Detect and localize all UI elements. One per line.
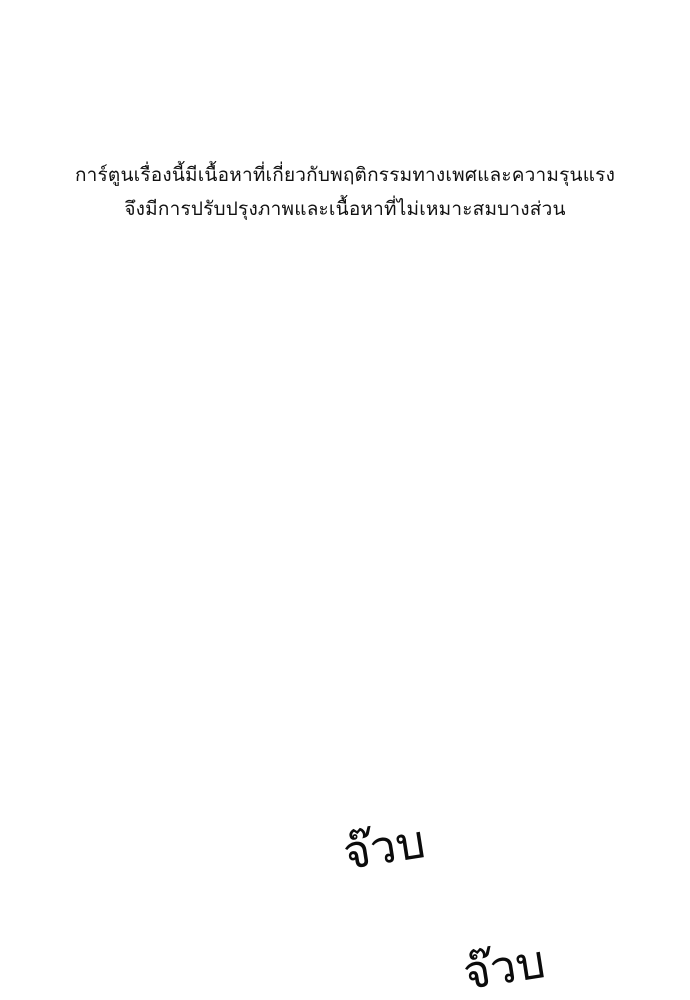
sound-effect-text-2: จ๊วบ — [459, 934, 549, 1000]
content-warning-line-1: การ์ตูนเรื่องนี้มีเนื้อหาที่เกี่ยวกับพฤติกรรมทางเพศและความรุนแรง — [74, 164, 616, 186]
content-warning-line-2: จึงมีการปรับปรุงภาพและเนื้อหาที่ไม่เหมาะสมบางส่วน — [124, 198, 566, 220]
content-warning-notice — [0, 158, 690, 226]
sound-effect-text-1: จ๊วบ — [339, 814, 429, 881]
